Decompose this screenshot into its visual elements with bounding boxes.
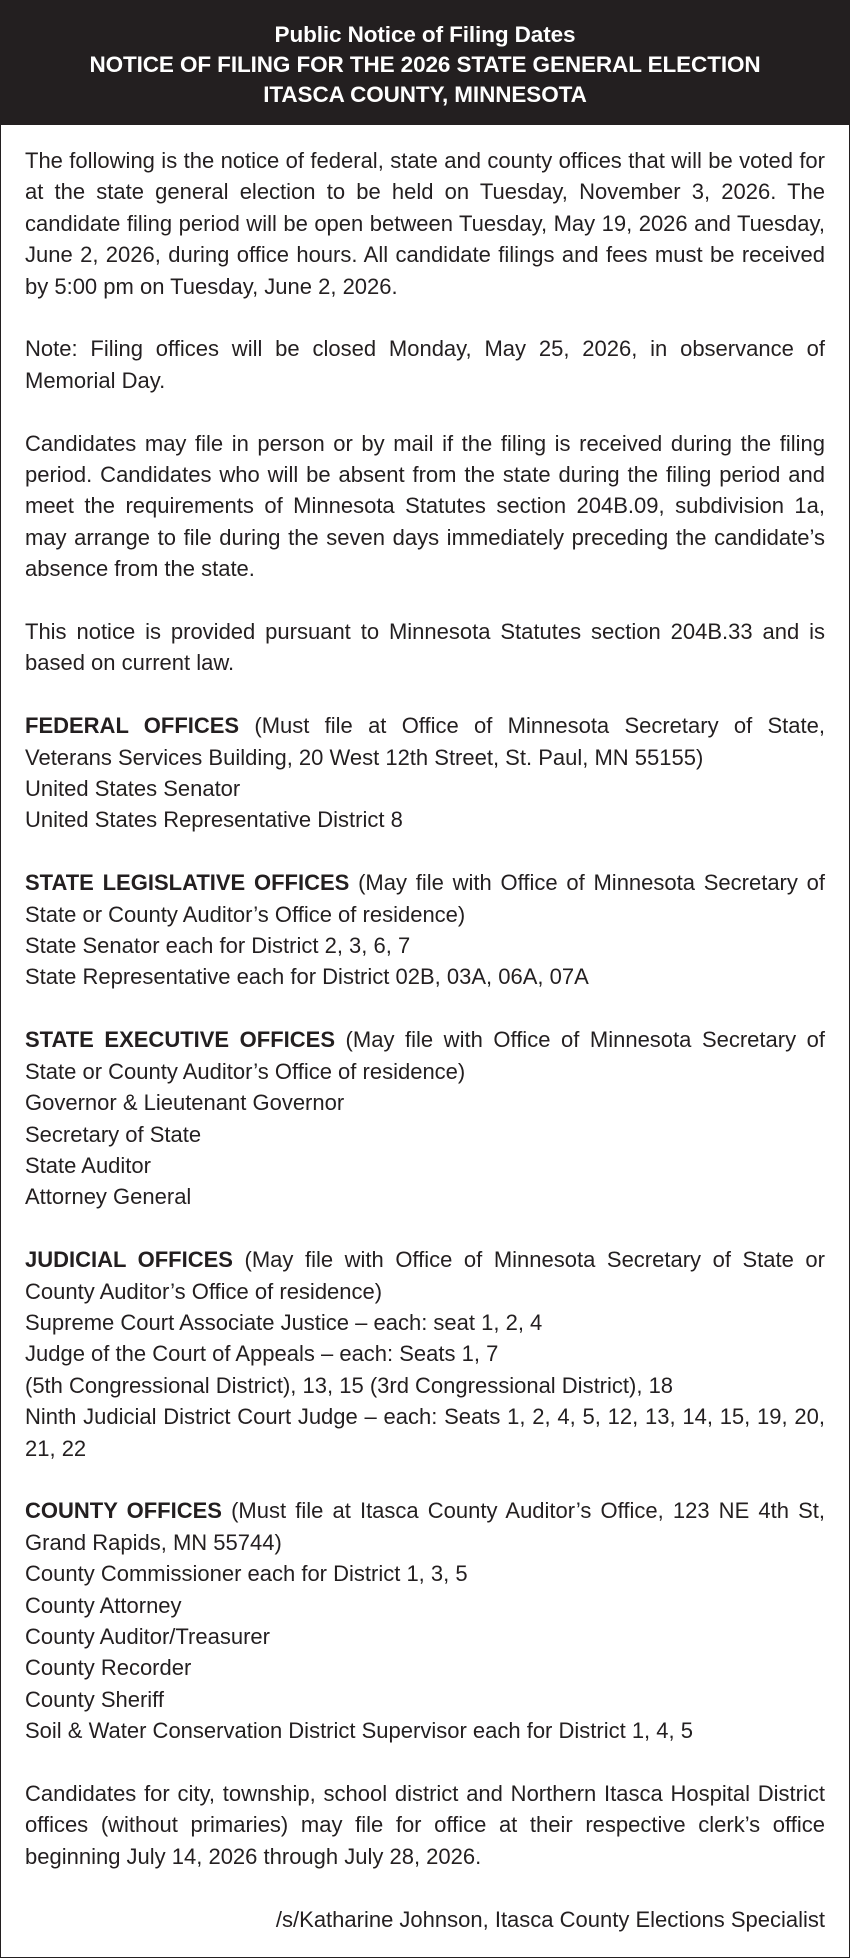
office-item: State Auditor: [25, 1152, 151, 1178]
county-offices-title: COUNTY OFFICES: [25, 1498, 222, 1524]
state-legislative-offices-section: [25, 867, 825, 993]
statute-paragraph: This notice is provided pursuant to Minnesota Statutes section 204B.33 and is based on current law.: [25, 619, 825, 676]
office-item: County Recorder: [25, 1655, 192, 1681]
memorial-day-note: Note: Filing offices will be closed Monday, May 25, 2026, in observance of Memorial Day.: [25, 336, 825, 393]
header-line-3: ITASCA COUNTY, MINNESOTA: [263, 82, 587, 107]
federal-offices-title: FEDERAL OFFICES: [25, 713, 240, 739]
office-item: United States Representative District 8: [25, 807, 403, 833]
office-item: (5th Congressional District), 13, 15 (3rd Congressional District), 18: [25, 1372, 674, 1398]
state-legislative-offices-title: STATE LEGISLATIVE OFFICES: [25, 870, 350, 896]
office-item: Supreme Court Associate Justice – each: seat 1, 2, 4: [25, 1309, 543, 1335]
office-item: United States Senator: [25, 776, 241, 802]
state-executive-offices-section: [25, 1024, 825, 1212]
header-line-1: Public Notice of Filing Dates: [274, 22, 576, 47]
federal-offices-filing-note: (Must file at Office of Minnesota Secretary of State, Veterans Services Building, 20 West 12th Street, St. Paul, MN 55155): [25, 713, 825, 770]
judicial-offices-title: JUDICIAL OFFICES: [25, 1247, 233, 1273]
office-item: County Commissioner each for District 1, 3, 5: [25, 1561, 468, 1587]
office-item: County Auditor/Treasurer: [25, 1623, 270, 1649]
office-item: Judge of the Court of Appeals – each: Seats 1, 7: [25, 1341, 499, 1367]
county-filing-note: (Must file at Itasca County Auditor’s Office, 123 NE 4th St, Grand Rapids, MN 55744): [25, 1498, 825, 1555]
notice-body: [1, 125, 849, 1935]
office-item: State Senator each for District 2, 3, 6, 7: [25, 933, 411, 959]
office-item: Soil & Water Conservation District Supervisor each for District 1, 4, 5: [25, 1718, 693, 1744]
judicial-offices-section: [25, 1244, 825, 1464]
signature-line: /s/Katharine Johnson, Itasca County Elections Specialist: [275, 1906, 825, 1932]
office-item: Attorney General: [25, 1184, 192, 1210]
office-item: Secretary of State: [25, 1121, 202, 1147]
office-item: State Representative each for District 02B, 03A, 06A, 07A: [25, 964, 589, 990]
federal-offices-heading: [25, 713, 825, 769]
federal-offices-section: [25, 710, 825, 836]
office-item: County Sheriff: [25, 1686, 165, 1712]
notice-header: [1, 1, 849, 125]
intro-paragraph: The following is the notice of federal, state and county offices that will be voted for at the state general election to be held on Tuesday, November 3, 2026. The candidate filing period will be open between Tuesday, May 19, 2026 and Tuesday, June 2, 2026, during office hours. All candidate filings and fees must be received by 5:00 pm on Tuesday, June 2, 2026.: [25, 148, 825, 299]
county-offices-section: [25, 1495, 825, 1746]
judicial-filing-note: (May file with Office of Minnesota Secretary of State or County Auditor’s Office of residence): [25, 1247, 825, 1304]
header-line-2: NOTICE OF FILING FOR THE 2026 STATE GENERAL ELECTION: [89, 52, 761, 77]
state-executive-offices-title: STATE EXECUTIVE OFFICES: [25, 1027, 335, 1053]
state-executive-filing-note: (May file with Office of Minnesota Secretary of State or County Auditor’s Office of residence): [25, 1027, 825, 1084]
office-item: Governor & Lieutenant Governor: [25, 1090, 345, 1116]
city-filing-paragraph: Candidates for city, township, school district and Northern Itasca Hospital District offices (without primaries) may file for office at their respective clerk’s office beginning July 14, 2026 through July 28, 2026.: [25, 1780, 825, 1869]
filing-method-paragraph: Candidates may file in person or by mail if the filing is received during the filing period. Candidates who will be absent from the state during the filing period and meet the requirements of Minnesota Statutes section 204B.09, subdivision 1a, may arrange to file during the seven days immediately preceding the candidate’s absence from the state.: [25, 430, 825, 582]
state-legislative-filing-note: (May file with Office of Minnesota Secretary of State or County Auditor’s Office of residence): [25, 870, 826, 927]
office-item: Ninth Judicial District Court Judge – each: Seats 1, 2, 4, 5, 12, 13, 14, 15, 19, 20, 21, 22: [25, 1404, 825, 1461]
office-item: County Attorney: [25, 1592, 182, 1618]
